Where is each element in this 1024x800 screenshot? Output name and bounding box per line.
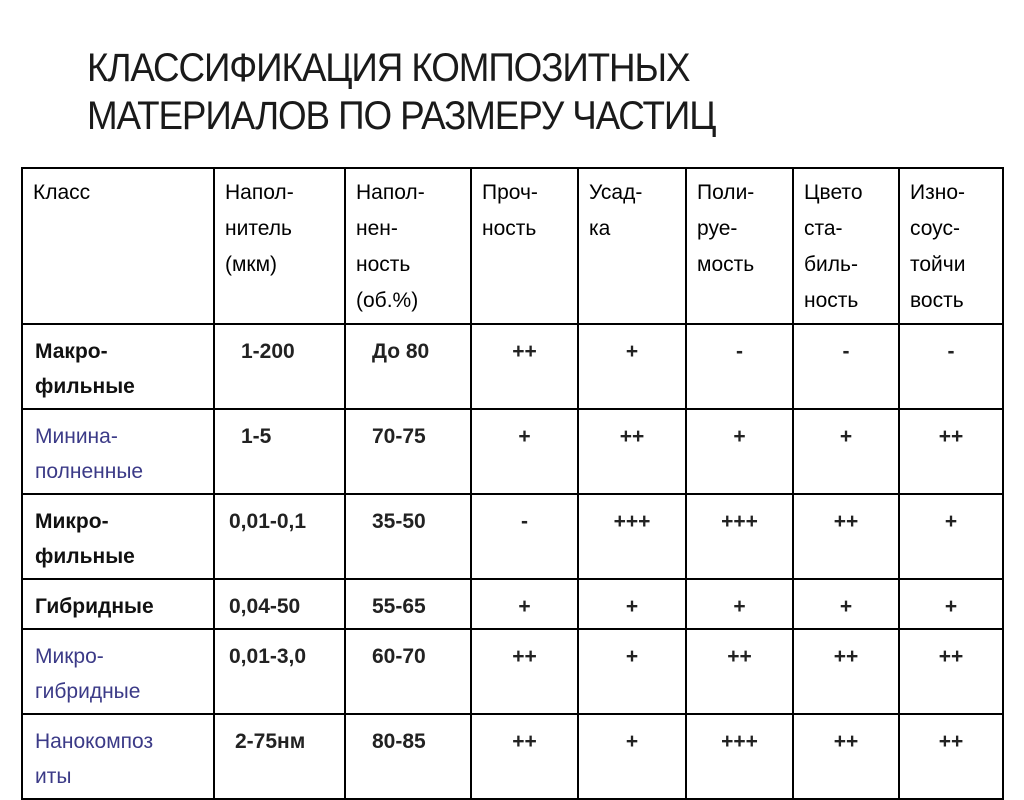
slide-title-line-1: КЛАССИФИКАЦИЯ КОМПОЗИТНЫХ <box>87 46 690 90</box>
filler-size-cell: 1-5 <box>214 409 345 494</box>
class-cell <box>22 494 214 579</box>
shrinkage-cell: ++ <box>578 409 686 494</box>
header-shrinkage <box>578 168 686 324</box>
header-shrinkage-line-2: ка <box>589 217 611 240</box>
class-cell <box>22 714 214 799</box>
fill-degree-cell: 70-75 <box>345 409 471 494</box>
header-fill-degree-line-1: Напол- <box>356 181 425 204</box>
shrinkage-cell: + <box>578 629 686 714</box>
fill-degree-cell: 80-85 <box>345 714 471 799</box>
strength-cell: + <box>471 579 578 629</box>
fill-degree-cell: 35-50 <box>345 494 471 579</box>
color-stability-cell: + <box>793 579 899 629</box>
polishability-cell: +++ <box>686 714 793 799</box>
header-shrinkage-line-1: Усад- <box>589 181 643 204</box>
strength-cell: ++ <box>471 629 578 714</box>
color-stability-cell: + <box>793 409 899 494</box>
filler-size-cell: 0,01-0,1 <box>214 494 345 579</box>
strength-cell: - <box>471 494 578 579</box>
strength-cell: ++ <box>471 324 578 409</box>
filler-size-cell: 0,04-50 <box>214 579 345 629</box>
shrinkage-cell: +++ <box>578 494 686 579</box>
header-color-stability <box>793 168 899 324</box>
class-cell-line-1: Микро- <box>35 510 109 533</box>
polishability-cell: +++ <box>686 494 793 579</box>
table-header-row <box>22 168 1003 324</box>
header-class <box>22 168 214 324</box>
shrinkage-cell: + <box>578 714 686 799</box>
strength-cell: ++ <box>471 714 578 799</box>
polishability-cell: + <box>686 579 793 629</box>
table-row <box>22 324 1003 409</box>
shrinkage-cell: + <box>578 324 686 409</box>
header-fill-degree-line-3: ность <box>356 253 411 276</box>
table-row <box>22 714 1003 799</box>
header-color-stability-line-3: биль- <box>804 253 858 276</box>
polishability-cell: + <box>686 409 793 494</box>
polishability-cell: - <box>686 324 793 409</box>
header-fill-degree-line-2: нен- <box>356 217 398 240</box>
slide-title-line-2: МАТЕРИАЛОВ ПО РАЗМЕРУ ЧАСТИЦ <box>87 94 716 138</box>
fill-degree-cell: 55-65 <box>345 579 471 629</box>
header-color-stability-line-4: ность <box>804 289 859 312</box>
wear-resistance-cell: ++ <box>899 629 1003 714</box>
class-cell-line-2: гибридные <box>35 680 141 703</box>
filler-size-cell: 1-200 <box>214 324 345 409</box>
class-cell-line-1: Микро- <box>35 645 104 668</box>
table-row <box>22 579 1003 629</box>
color-stability-cell: ++ <box>793 494 899 579</box>
header-wear-resistance-line-2: соус- <box>910 217 960 240</box>
class-cell-line-2: фильные <box>35 545 135 568</box>
class-cell-line-2: фильные <box>35 375 135 398</box>
class-cell-line-1: Нанокомпоз <box>35 730 154 753</box>
header-filler-size-line-2: нитель <box>225 217 292 240</box>
classification-table <box>21 167 1004 800</box>
header-filler-size <box>214 168 345 324</box>
header-wear-resistance-line-3: тойчи <box>910 253 966 276</box>
class-cell-line-2: иты <box>35 765 72 788</box>
class-cell-line-1: Макро- <box>35 340 108 363</box>
header-polishability <box>686 168 793 324</box>
header-class-line-1: Класс <box>33 181 91 204</box>
class-cell-line-1: Минина- <box>35 425 118 448</box>
header-wear-resistance-line-4: вость <box>910 289 964 312</box>
slide-title <box>87 44 897 140</box>
header-color-stability-line-1: Цвето <box>804 181 863 204</box>
class-cell-line-2: полненные <box>35 460 144 483</box>
table-row <box>22 409 1003 494</box>
header-strength-line-2: ность <box>482 217 537 240</box>
color-stability-cell: ++ <box>793 714 899 799</box>
wear-resistance-cell: ++ <box>899 409 1003 494</box>
header-polishability-line-2: руе- <box>697 217 738 240</box>
wear-resistance-cell: + <box>899 494 1003 579</box>
color-stability-cell: - <box>793 324 899 409</box>
shrinkage-cell: + <box>578 579 686 629</box>
filler-size-cell: 0,01-3,0 <box>214 629 345 714</box>
table-row <box>22 629 1003 714</box>
wear-resistance-cell: ++ <box>899 714 1003 799</box>
strength-cell: + <box>471 409 578 494</box>
header-polishability-line-3: мость <box>697 253 755 276</box>
table-row <box>22 494 1003 579</box>
header-fill-degree-line-4: (об.%) <box>356 289 419 312</box>
header-wear-resistance <box>899 168 1003 324</box>
class-cell-line-1: Гибридные <box>35 595 154 618</box>
polishability-cell: ++ <box>686 629 793 714</box>
header-color-stability-line-2: ста- <box>804 217 843 240</box>
class-cell <box>22 324 214 409</box>
class-cell <box>22 579 214 629</box>
header-filler-size-line-3: (мкм) <box>225 253 278 276</box>
header-strength <box>471 168 578 324</box>
header-strength-line-1: Проч- <box>482 181 538 204</box>
wear-resistance-cell: + <box>899 579 1003 629</box>
wear-resistance-cell: - <box>899 324 1003 409</box>
header-polishability-line-1: Поли- <box>697 181 755 204</box>
header-filler-size-line-1: Напол- <box>225 181 294 204</box>
header-fill-degree <box>345 168 471 324</box>
class-cell <box>22 629 214 714</box>
fill-degree-cell: До 80 <box>345 324 471 409</box>
filler-size-cell: 2-75нм <box>214 714 345 799</box>
fill-degree-cell: 60-70 <box>345 629 471 714</box>
class-cell <box>22 409 214 494</box>
color-stability-cell: ++ <box>793 629 899 714</box>
header-wear-resistance-line-1: Изно- <box>910 181 965 204</box>
